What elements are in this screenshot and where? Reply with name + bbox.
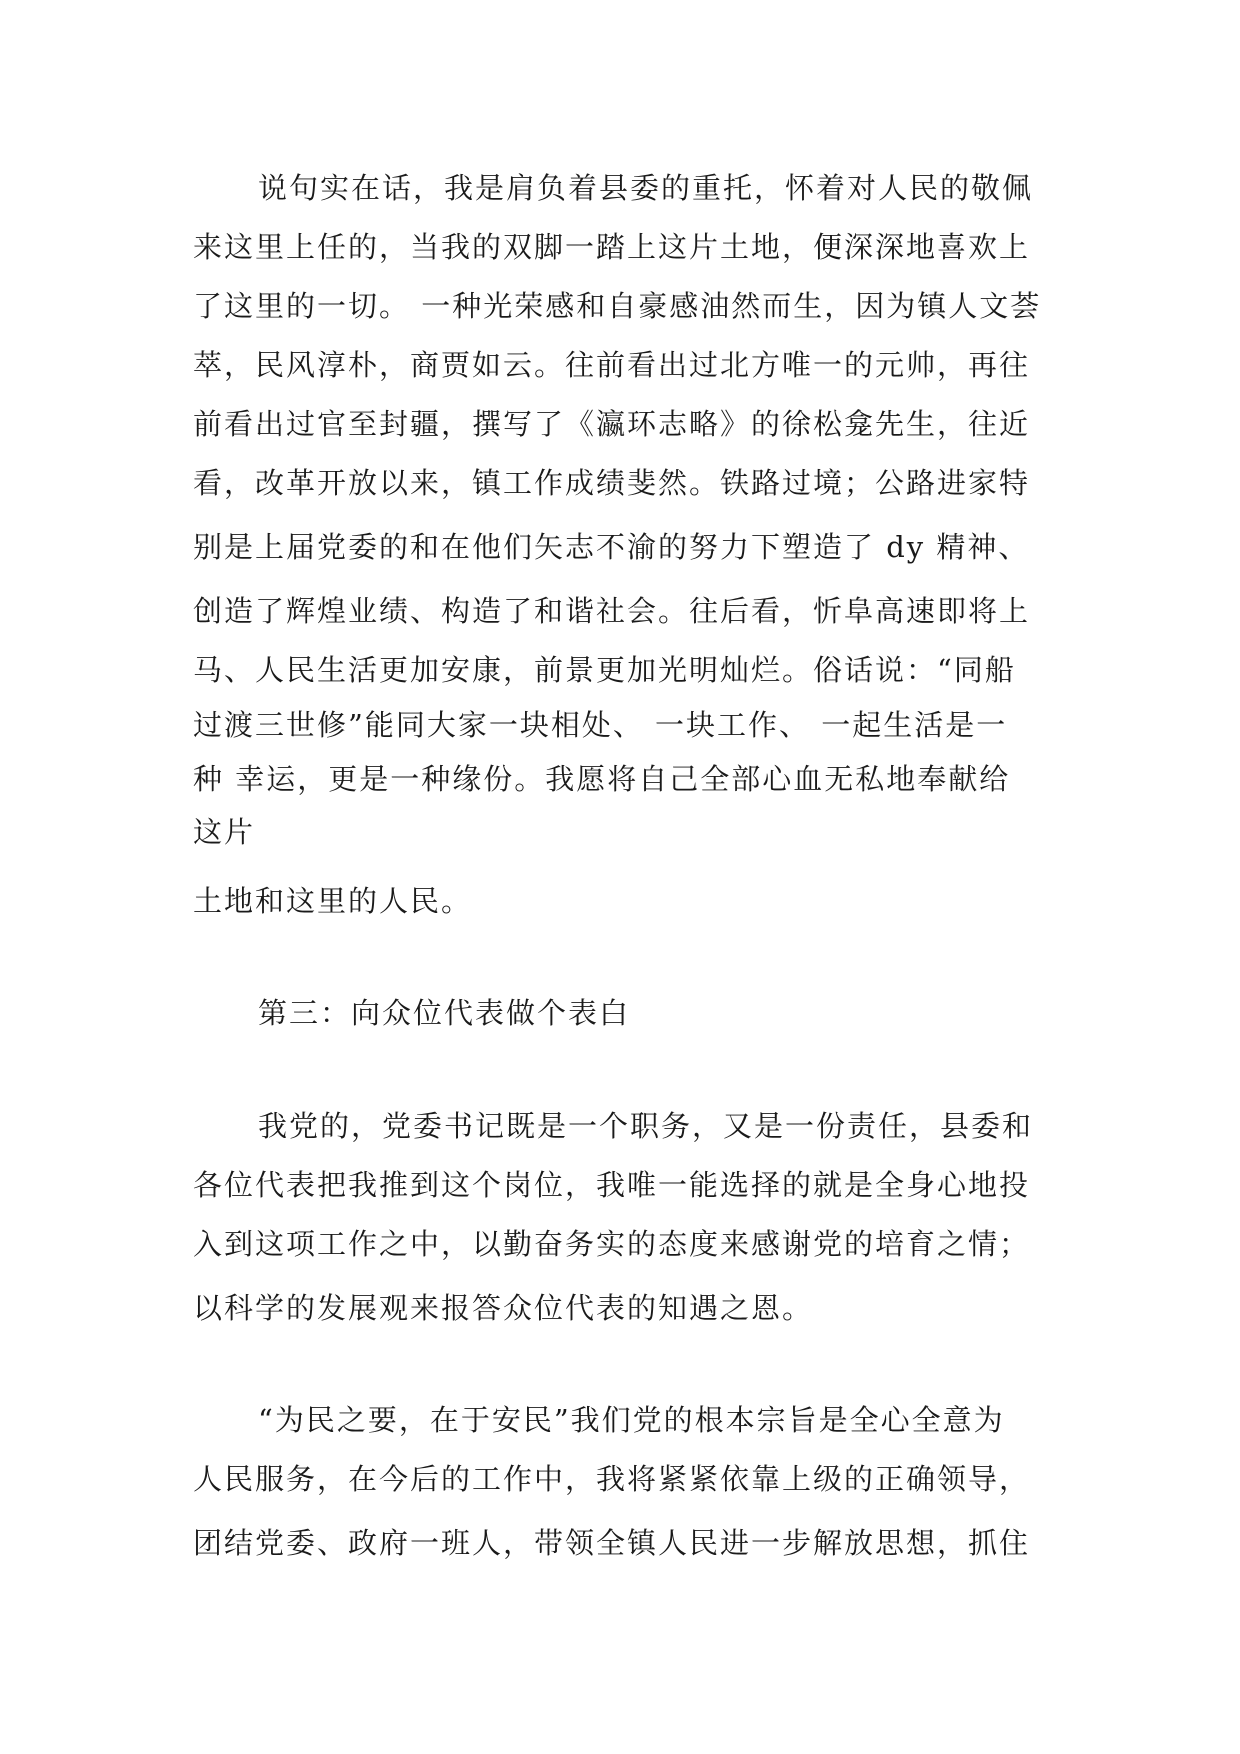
text-line: 过渡三世修”能同大家一块相处、 一块工作、 一起生活是一 (193, 708, 1008, 742)
section-heading: 第三：向众位代表做个表白 (258, 996, 631, 1030)
text-line: “为民之要，在于安民”我们党的根本宗旨是全心全意为 (258, 1403, 1005, 1437)
text-line: 人民服务，在今后的工作中，我将紧紧依靠上级的正确领导， (193, 1462, 1031, 1496)
text-line: 创造了辉煌业绩、构造了和谐社会。往后看，忻阜高速即将上 (193, 594, 1031, 628)
text-line: 马、人民生活更加安康，前景更加光明灿烂。俗话说：“同船 (193, 653, 1016, 687)
text-line: 各位代表把我推到这个岗位，我唯一能选择的就是全身心地投 (193, 1168, 1031, 1202)
text-line: 来这里上任的，当我的双脚一踏上这片土地，便深深地喜欢上 (193, 230, 1031, 264)
text-line: 前看出过官至封疆，撰写了《瀛环志略》的徐松龛先生，往近 (193, 407, 1031, 441)
text-line: 别是上届党委的和在他们矢志不渝的努力下塑造了 dy 精神、 (193, 530, 1030, 564)
text-line: 我党的，党委书记既是一个职务，又是一份责任，县委和 (258, 1109, 1034, 1143)
text-line: 说句实在话，我是肩负着县委的重托，怀着对人民的敬佩 (258, 171, 1034, 205)
text-line: 入到这项工作之中，以勤奋务实的态度来感谢党的培育之情； (193, 1227, 1031, 1261)
text-line: 土地和这里的人民。 (193, 884, 473, 918)
text-line: 团结党委、政府一班人，带领全镇人民进一步解放思想，抓住 (193, 1526, 1031, 1560)
text-line: 看，改革开放以来，镇工作成绩斐然。铁路过境；公路进家特 (193, 466, 1031, 500)
text-line: 了这里的一切。 一种光荣感和自豪感油然而生，因为镇人文荟 (193, 289, 1042, 323)
text-line: 萃，民风淳朴，商贾如云。往前看出过北方唯一的元帅，再往 (193, 348, 1031, 382)
text-line: 以科学的发展观来报答众位代表的知遇之恩。 (193, 1291, 814, 1325)
text-line: 种 幸运，更是一种缘份。我愿将自己全部心血无私地奉献给 (193, 762, 1011, 796)
text-line: 这片 (193, 815, 256, 849)
